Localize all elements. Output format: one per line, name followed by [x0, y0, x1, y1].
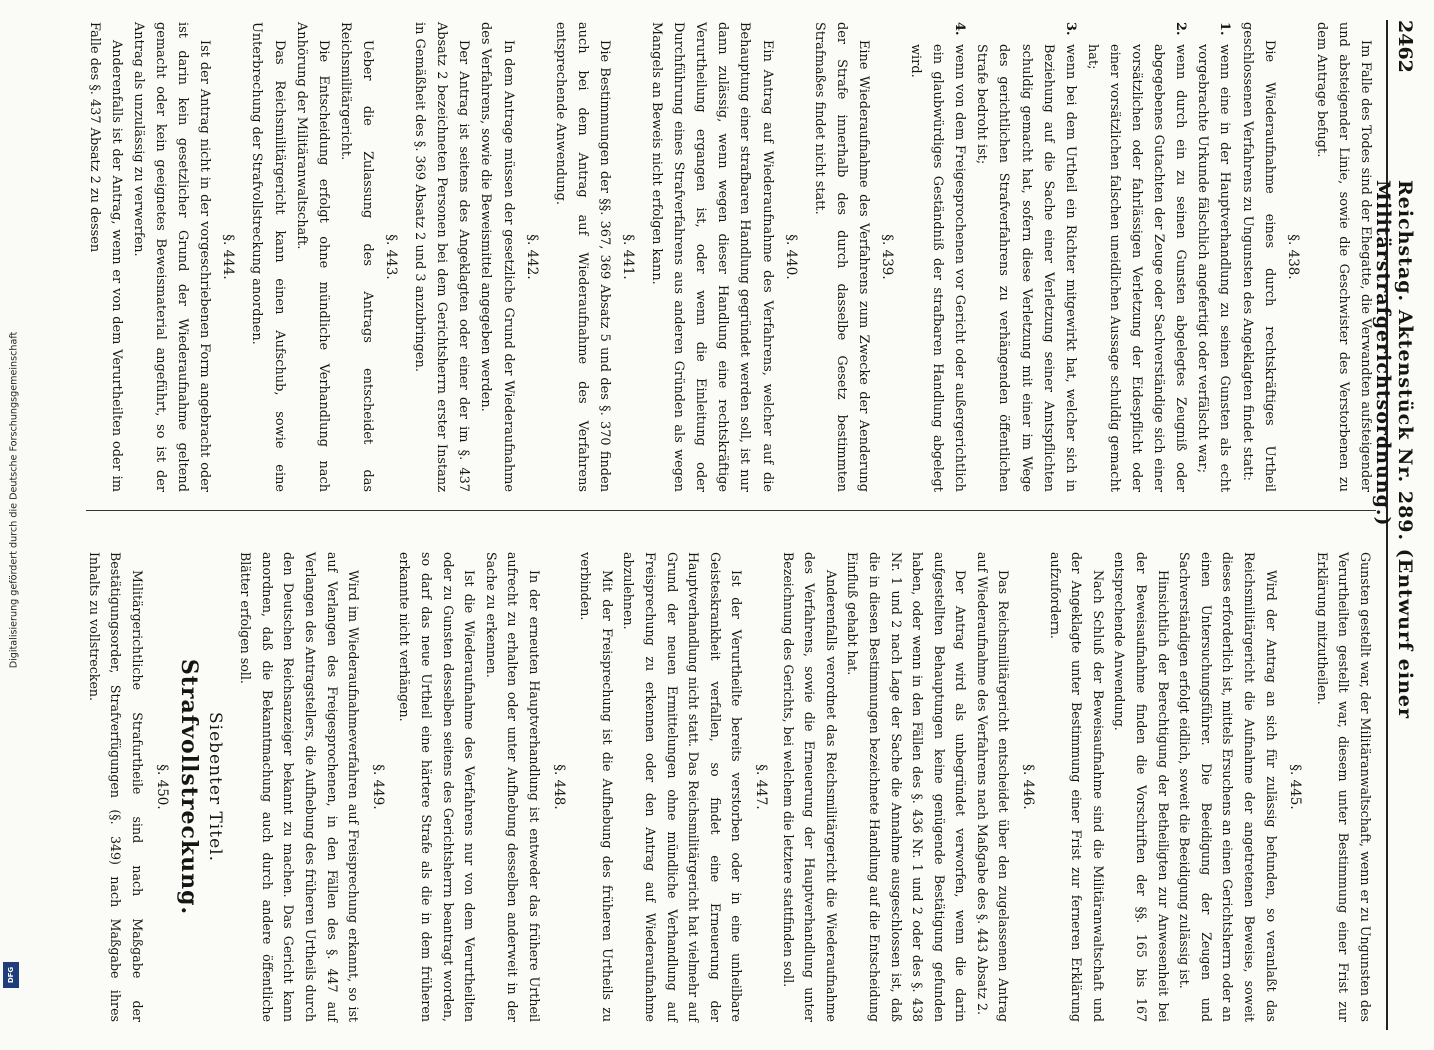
section-number: §. 441. [620, 234, 636, 280]
section-number: §. 445. [1287, 764, 1304, 810]
page-header [1372, 20, 1418, 1030]
document-page [60, 0, 1434, 1050]
section-number: §. 438. [1284, 234, 1301, 280]
paragraph: Das Reichsmilitärgericht kann einen Aufschub, sowie eine Unterbrechung der Strafvollstreckung anordnen. [249, 22, 287, 492]
paragraph: Der Antrag ist seitens des Angeklagten oder einer der im §. 437 Absatz 2 bezeichneten Personen bei dem Gerichtsherrn erster Instanz in Gemäßheit des §. 369 Absatz 2 und 3 anzubringen. [412, 22, 472, 492]
paragraph: Die Entscheidung erfolgt ohne mündliche Verhandlung nach Anhörung der Militäranwaltschaft. [293, 22, 331, 492]
section-number: §. 447. [752, 764, 769, 810]
paragraph: Hinsichtlich der Berechtigung der Betheiligten zur Anwesenheit bei der Beweisaufnahme finden die Vorschriften der §§. 165 bis 167 entsprechende Anwendung. [1112, 552, 1171, 1022]
section-number: §. 439. [879, 234, 896, 280]
section-number: §. 448. [550, 764, 567, 810]
page-number: 2462 [1394, 20, 1416, 73]
section-number: §. 440. [782, 234, 799, 280]
paragraph: Ist der Verurtheilte bereits verstorben oder in eine unheilbare Geisteskrankheit verfallen, so findet eine Erneuerung der Hauptverhandlung nicht statt. Das Reichsmilitärgericht hat vielmehr auf Grund der neuen Ermittelungen ohne mündliche Verhandlung auf Freisprechung zu erkennen oder den Antrag auf Wiederaufnahme abzulehnen. [621, 552, 745, 1022]
paragraph: Gunsten gestellt war, der Militäranwaltschaft, wenn er zu Ungunsten des Verurtheilten gestellt war, diesem unter Bestimmung einer Frist zur Erklärung mitzutheilen. [1314, 552, 1373, 1022]
item-text: wenn bei dem Urtheil ein Richter mitgewirkt hat, welcher sich in Beziehung auf die Sache einer Verletzung seiner Amtspflichten schuldig gemacht hat, sofern diese Verletzung mit einer im Wege des gerichtlichen Strafverfahrens zu verhängenden öffentlichen Strafe bedroht ist; [974, 44, 1078, 492]
section-number: §. 443. [383, 234, 400, 280]
section-number: §. 450. [153, 764, 170, 810]
section-number: §. 444. [220, 234, 237, 280]
item-number: 3. [1062, 22, 1078, 36]
paragraph: Der Antrag wird als unbegründet verworfen, wenn die darin aufgestellten Behauptungen keine genügende Bestätigung gefunden haben, oder wenn in den Fällen des §. 436 Nr. 1 und 2 oder des §. 438 Nr. 1 und 2 nach Lage der Sache die Annahme ausgeschlossen ist, daß die in diesen Bestimmungen bezeichnete Handlung auf die Entscheidung Einfluß gehabt hat. [845, 552, 969, 1022]
dfg-logo [3, 962, 19, 988]
section-number: §. 446. [1020, 764, 1037, 810]
item-text: wenn eine in der Hauptverhandlung zu seinen Gunsten als echt vorgebrachte Urkunde fälschlich angefertigt oder verfälscht war; [1195, 44, 1233, 492]
paragraph: Mit der Freisprechung ist die Aufhebung des früheren Urtheils zu verbinden. [578, 552, 615, 1022]
chapter-title: Siebenter Titel. [204, 712, 225, 862]
paragraph: Eine Wiederaufnahme des Verfahrens zum Zwecke der Aenderung der Strafe innerhalb des durch dasselbe Gesetz bestimmten Strafmaßes findet nicht statt. [811, 22, 871, 492]
paragraph: In der erneuten Hauptverhandlung ist entweder das frühere Urtheil aufrecht zu erhalten oder unter Aufhebung desselben anderweit in der Sache zu erkennen. [483, 552, 543, 1022]
paragraph: Die Wiederaufnahme eines durch rechtskräftiges Urtheil geschlossenen Verfahrens zu Ungunsten des Angeklagten findet statt: [1239, 22, 1277, 492]
paragraph: Wird der Antrag an sich für zulässig befunden, so veranlaßt das Reichsmilitärgericht die Aufnahme der angetretenen Beweise, soweit dieses erforderlich ist, mittels Ersuchens an einen Gerichtsherrn oder an einen Untersuchungsführer. Die Beeidigung der Zeugen und Sachverständigen erfolgt eidlich, soweit die Beeidigung zulässig ist. [1177, 552, 1279, 1022]
enumerated-item [904, 22, 970, 492]
chapter-subtitle: Strafvollstreckung. [176, 658, 203, 916]
column-divider [86, 510, 1376, 511]
item-number: 2. [1173, 22, 1189, 36]
dfg-logo-text: DFG [7, 966, 15, 984]
paragraph: Ist der Antrag nicht in der vorgeschriebenen Form angebracht oder ist darin kein gesetzlicher Grund der Wiederaufnahme geltend gemacht oder kein geeignetes Beweismaterial angeführt, so ist der Antrag als unzulässig zu verwerfen. [131, 22, 213, 492]
section-number: §. 442. [523, 234, 540, 280]
paragraph: Die Bestimmungen der §§. 367, 369 Absatz 5 und des §. 370 finden auch bei dem Antrag auf Wiederaufnahme des Verfahrens entsprechende Anwendung. [552, 22, 612, 492]
paragraph: Nach Schluß der Beweisaufnahme sind die Militäranwaltschaft und der Angeklagte unter Bestimmung einer Frist zur ferneren Erklärung aufzufordern. [1047, 552, 1106, 1022]
item-text: wenn von dem Freigesprochenen vor Gericht oder außergerichtlich ein glaubwürdiges Geständniß der strafbaren Handlung abgelegt wird. [908, 44, 968, 492]
item-text: wenn durch ein zu seinen Gunsten abgelegtes Zeugniß oder abgegebenes Gutachten der Zeuge oder Sachverständige sich einer vorsätzlichen oder fahrlässigen Verletzung der Eidespflicht oder einer vorsätzlichen falschen uneidlichen Aussage schuldig gemacht hat; [1084, 44, 1189, 492]
right-column [83, 552, 1376, 1022]
paragraph: Ein Antrag auf Wiederaufnahme des Verfahrens, welcher auf die Behauptung einer strafbaren Handlung gegründet werden soll, ist nur dann zulässig, wenn wegen dieser Handlung eine rechtskräftige Verurtheilung ergangen ist, oder wenn die Einleitung oder Durchführung eines Strafverfahrens aus anderen Gründen als wegen Mangels an Beweis nicht erfolgen kann. [649, 22, 775, 492]
paragraph: Anderenfalls verordnet das Reichsmilitärgericht die Wiederaufnahme des Verfahrens, sowie die Erneuerung der Hauptverhandlung unter Bezeichnung des Gerichts, bei welchem die letztere stattfinden soll. [780, 552, 839, 1022]
enumerated-item [1191, 22, 1235, 492]
paragraph: Im Falle des Todes sind der Ehegatte, die Verwandten aufsteigender und absteigender Linie, sowie die Geschwister des Verstorbenen zu dem Antrage befugt. [1313, 22, 1373, 492]
paragraph: Ueber die Zulassung des Antrags entscheidet das Reichsmilitärgericht. [337, 22, 375, 492]
left-column [83, 22, 1376, 492]
paragraph: In dem Antrage müssen der gesetzliche Grund der Wiederaufnahme des Verfahrens, sowie die Beweismittel angegeben werden. [478, 22, 516, 492]
paragraph: Ist die Wiederaufnahme des Verfahrens nur von dem Verurtheilten oder zu Gunsten desselben seitens des Gerichtsherrn beantragt worden, so darf das neue Urtheil eine härtere Strafe als die in dem früheren erkannte nicht verhängen. [397, 552, 478, 1022]
paragraph: Wird im Wiederaufnahmeverfahren auf Freisprechung erkannt, so ist auf Verlangen des Freigesprochenen, in den Fällen des §. 447 auf Verlangen des Antragstellers, die Aufhebung des früheren Urtheils durch den Deutschen Reichsanzeiger bekannt zu machen. Das Gericht kann anordnen, daß die Bekanntmachung auch durch andere öffentliche Blätter erfolgen soll. [238, 552, 362, 1022]
running-title: Reichstag. Aktenstück Nr. 289. (Entwurf einer Militärstrafgerichtsordnung.) [1372, 180, 1416, 719]
enumerated-item [970, 22, 1080, 492]
paragraph: Das Reichsmilitärgericht entscheidet über den zugelassenen Antrag auf Wiederaufnahme des Verfahrens nach Maßgabe des §. 443 Absatz 2. [974, 552, 1012, 1022]
digitization-note-text: Digitalisierung gefördert durch die Deutsche Forschungsgemeinschaft [8, 331, 20, 669]
item-number: 4. [952, 22, 968, 36]
section-number: §. 449. [369, 764, 386, 810]
digitization-note [2, 0, 26, 1000]
enumerated-item [1081, 22, 1191, 492]
item-number: 1. [1217, 22, 1233, 36]
paragraph: Militärgerichtliche Strafurtheile sind nach Maßgabe der Bestätigungsorder, Strafverfügungen (§. 349) nach Maßgabe ihres Inhalts zu vollstrecken. [86, 552, 145, 1022]
paragraph: Anderenfalls ist der Antrag, wenn er von dem Verurtheilten oder im Falle des §. 437 Absatz 2 zu dessen [86, 22, 124, 492]
